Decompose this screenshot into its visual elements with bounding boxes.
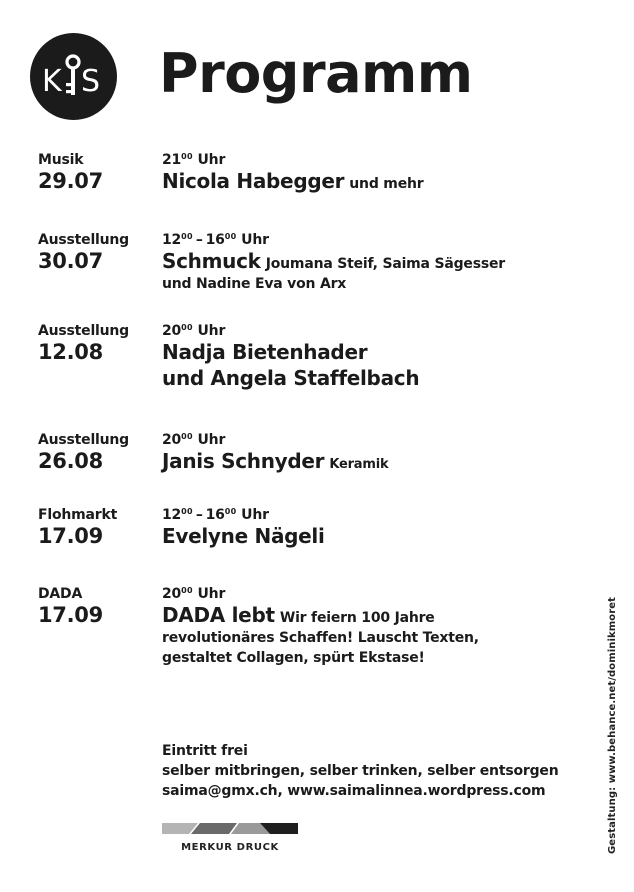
event-description-line: revolutionäres Schaffen! Lauscht Texten, xyxy=(162,630,479,646)
event-headline: DADA lebt xyxy=(162,603,275,627)
event-time: $12^{00} - 16^{00}$ Uhr xyxy=(162,232,269,248)
event-headline: Schmuck xyxy=(162,249,261,273)
event-headline: Nicola Habegger xyxy=(162,169,345,193)
event-description-line: gestaltet Collagen, spürt Ekstase! xyxy=(162,650,425,666)
admission-text: Eintritt frei xyxy=(162,743,248,759)
event-description: und Nadine Eva von Arx xyxy=(162,276,347,292)
event-time: $21^{00}$ Uhr xyxy=(162,152,226,168)
event-time: $20^{00}$ Uhr xyxy=(162,323,226,339)
merkur-druck-logo xyxy=(162,823,298,853)
event-headline: Janis Schnyder xyxy=(162,449,325,473)
event-subline: Joumana Steif, Saima Sägesser xyxy=(265,256,505,272)
key-logo-icon xyxy=(30,33,117,120)
event-headline-line2: und Angela Staffelbach xyxy=(162,366,420,390)
event-content xyxy=(162,602,582,668)
event-date: 12.08 xyxy=(38,340,103,364)
event-headline: Evelyne Nägeli xyxy=(162,524,325,548)
event-date: 17.09 xyxy=(38,524,103,548)
ks-logo xyxy=(30,33,117,120)
event-content xyxy=(162,523,582,549)
event-content xyxy=(162,168,582,194)
info-block xyxy=(162,741,558,801)
event-category: Ausstellung xyxy=(38,232,130,248)
design-credit: Gestaltung: www.behance.net/dominikmoret xyxy=(607,596,618,854)
event-time: $20^{00}$ Uhr xyxy=(162,432,226,448)
event-date: 29.07 xyxy=(38,169,103,193)
event-content xyxy=(162,448,582,475)
logo-letter-s: S xyxy=(81,64,101,99)
event-headline: Nadja Bietenhader xyxy=(162,340,368,364)
event-time: $12^{00} - 16^{00}$ Uhr xyxy=(162,507,269,523)
event-subline: Wir feiern 100 Jahre xyxy=(279,610,435,626)
event-content xyxy=(162,248,582,294)
event-category: Musik xyxy=(38,152,84,168)
sponsor-label: MERKUR DRUCK xyxy=(181,842,279,853)
page-title: Programm xyxy=(159,42,473,105)
event-category: Flohmarkt xyxy=(38,507,118,523)
event-content xyxy=(162,339,582,391)
event-date: 26.08 xyxy=(38,449,103,473)
event-date: 30.07 xyxy=(38,249,103,273)
byo-text: selber mitbringen, selber trinken, selber entsorgen xyxy=(162,763,559,779)
event-time: $20^{00}$ Uhr xyxy=(162,586,226,602)
logo-letter-k: K xyxy=(42,64,62,99)
event-category: Ausstellung xyxy=(38,432,130,448)
event-category: DADA xyxy=(38,586,83,602)
event-subline: und mehr xyxy=(349,176,424,192)
event-category: Ausstellung xyxy=(38,323,130,339)
event-subline: Keramik xyxy=(329,457,389,472)
merkur-stripes-icon xyxy=(162,823,298,834)
contact-text: saima@gmx.ch, www.saimalinnea.wordpress.com xyxy=(162,783,546,799)
event-date: 17.09 xyxy=(38,603,103,627)
